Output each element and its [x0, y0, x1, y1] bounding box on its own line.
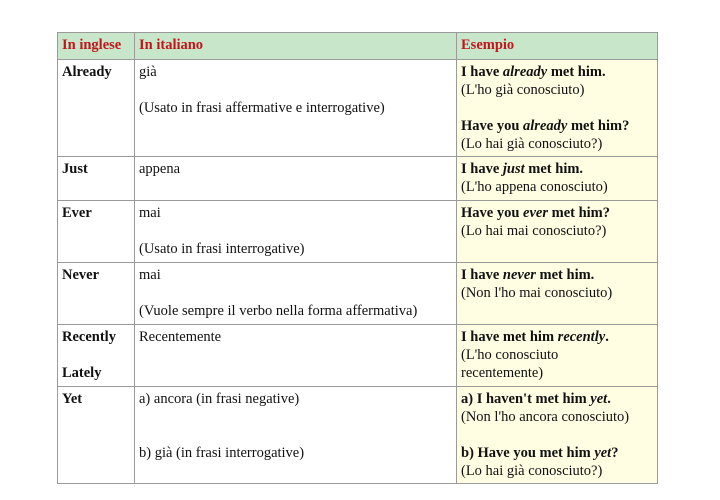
example-cell	[457, 387, 658, 484]
table-row	[58, 201, 658, 263]
italian-translation	[135, 263, 457, 325]
italian-main: già	[139, 64, 157, 80]
header-example: Esempio	[457, 33, 658, 60]
example-cell	[457, 201, 658, 263]
example-sentence: I have just met him.	[461, 161, 584, 177]
italian-main: appena	[139, 161, 181, 177]
usage-note: (Usato in frasi affermative e interrogative)	[139, 100, 385, 116]
english-term-2: Lately	[62, 365, 102, 381]
header-row	[58, 33, 658, 60]
example-cell	[457, 263, 658, 325]
example-translation: (Lo hai già conosciuto?)	[461, 136, 603, 152]
italian-translation	[135, 325, 457, 387]
example-sentence: Have you already met him?	[461, 118, 630, 134]
italian-translation	[135, 201, 457, 263]
example-cell	[457, 325, 658, 387]
example-sentence: Have you ever met him?	[461, 205, 610, 221]
example-sentence: a) I haven't met him yet.	[461, 391, 611, 407]
example-translation: (L'ho appena conosciuto)	[461, 179, 608, 195]
table-row	[58, 387, 658, 484]
table-row	[58, 263, 658, 325]
usage-note: (Usato in frasi interrogative)	[139, 241, 305, 257]
english-term	[58, 325, 135, 387]
header-english: In inglese	[58, 33, 135, 60]
english-term: Never	[58, 263, 135, 325]
example-translation-cont: recentemente)	[461, 365, 544, 381]
example-sentence: I have never met him.	[461, 267, 595, 283]
italian-translation	[135, 387, 457, 484]
example-translation: (Non l'ho ancora conosciuto)	[461, 409, 630, 425]
italian-main: a) ancora (in frasi negative)	[139, 391, 300, 407]
english-term: Yet	[58, 387, 135, 484]
usage-note: (Vuole sempre il verbo nella forma affermativa)	[139, 303, 418, 319]
italian-main: Recentemente	[139, 329, 222, 345]
english-term: Just	[58, 157, 135, 201]
example-sentence: I have met him recently.	[461, 329, 609, 345]
english-term-1: Recently	[62, 329, 116, 345]
example-translation: (L'ho conosciuto	[461, 347, 559, 363]
example-translation: (Lo hai già conosciuto?)	[461, 463, 603, 479]
example-sentence: b) Have you met him yet?	[461, 445, 619, 461]
table-row	[58, 325, 658, 387]
italian-translation	[135, 157, 457, 201]
table-row	[58, 60, 658, 157]
usage-note: b) già (in frasi interrogative)	[139, 445, 305, 461]
example-translation: (Non l'ho mai conosciuto)	[461, 285, 613, 301]
italian-translation	[135, 60, 457, 157]
example-cell	[457, 60, 658, 157]
header-italian: In italiano	[135, 33, 457, 60]
italian-main: mai	[139, 267, 161, 283]
english-term: Ever	[58, 201, 135, 263]
english-term: Already	[58, 60, 135, 157]
example-translation: (L'ho già conosciuto)	[461, 82, 585, 98]
example-cell	[457, 157, 658, 201]
table-row	[58, 157, 658, 201]
italian-main: mai	[139, 205, 161, 221]
example-translation: (Lo hai mai conosciuto?)	[461, 223, 607, 239]
example-sentence: I have already met him.	[461, 64, 606, 80]
vocabulary-table	[57, 32, 658, 484]
